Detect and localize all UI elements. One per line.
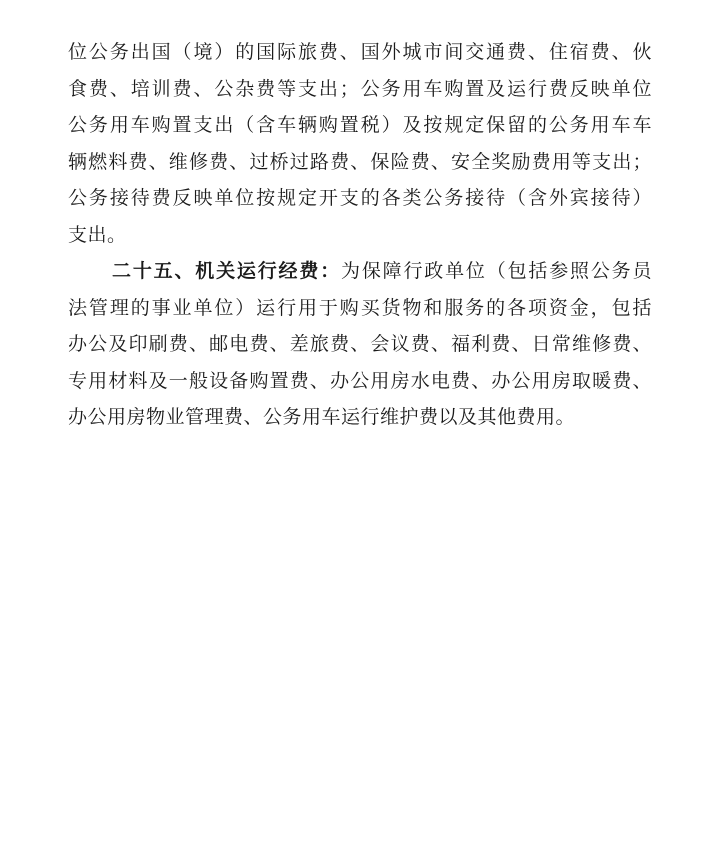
- heading-line-text: 为保障行政单位（包括参照公务员: [341, 260, 652, 282]
- text-line: 公务用车购置支出（含车辆购置税）及按规定保留的公务用车车: [68, 114, 652, 136]
- text-line: 位公务出国（境）的国际旅费、国外城市间交通费、住宿费、伙: [68, 41, 652, 63]
- section-heading: 二十五、机关运行经费：: [112, 260, 342, 282]
- text-line: 办公及印刷费、邮电费、差旅费、会议费、福利费、日常维修费、: [68, 333, 652, 355]
- paragraph-office-operating-expenses: [68, 253, 652, 436]
- text-line: 专用材料及一般设备购置费、办公用房水电费、办公用房取暖费、: [68, 369, 652, 392]
- text-line: 食费、培训费、公杂费等支出；公务用车购置及运行费反映单位: [68, 77, 652, 100]
- text-line: 支出。: [68, 223, 127, 246]
- text-line: 办公用房物业管理费、公务用车运行维护费以及其他费用。: [68, 406, 576, 428]
- text-line: 法管理的事业单位）运行用于购买货物和服务的各项资金，包括: [68, 296, 652, 319]
- text-line: 公务接待费反映单位按规定开支的各类公务接待（含外宾接待）: [68, 187, 652, 209]
- paragraph-vehicle-reception: [68, 34, 652, 253]
- text-line: 辆燃料费、维修费、过桥过路费、保险费、安全奖励费用等支出；: [68, 150, 652, 173]
- text-line-with-heading: [68, 253, 652, 290]
- document-page: [68, 34, 652, 436]
